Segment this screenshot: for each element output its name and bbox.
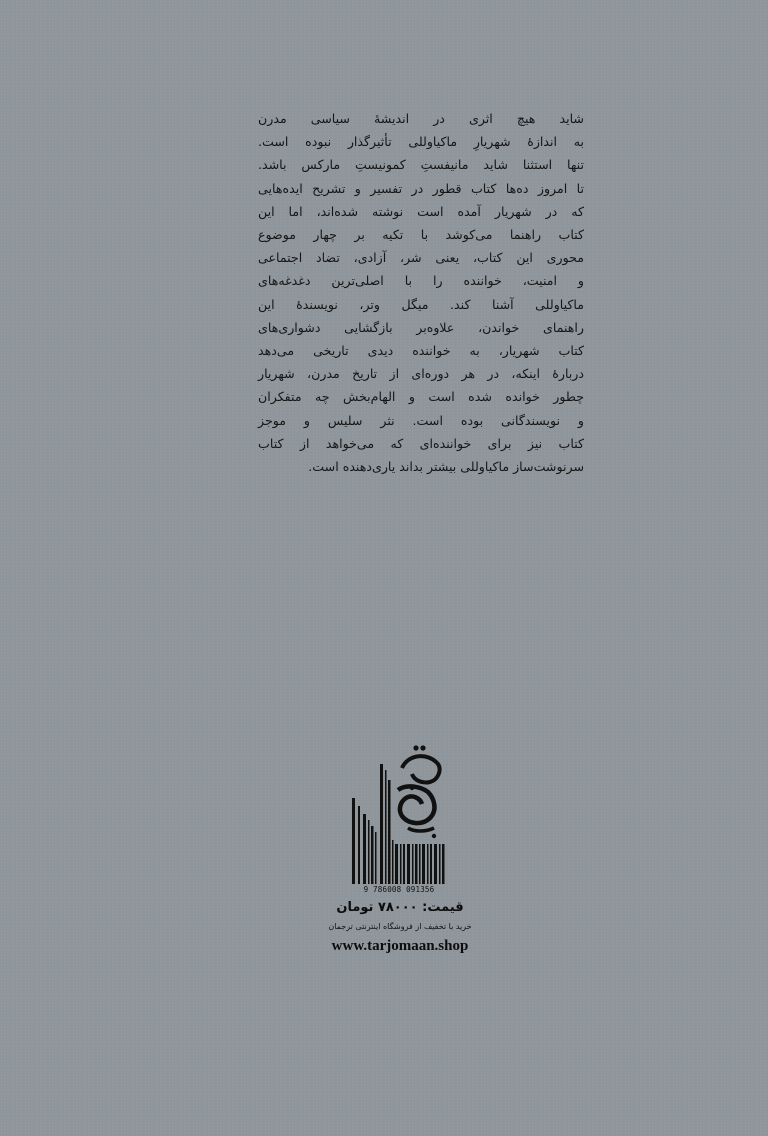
blurb-line: کتاب نیز برای خواننده‌ای که می‌خواهد از کتاب bbox=[258, 435, 584, 451]
blurb-line: شاید هیچ اثری در اندیشهٔ سیاسی مدرن bbox=[258, 111, 584, 126]
blurb-line: و نویسندگانی بوده است. نثر سلیس و موجز bbox=[258, 412, 584, 428]
blurb-line: کتاب شهریار، به خواننده دیدی تاریخی می‌دهد bbox=[258, 343, 584, 359]
blurb-line: محوری این کتاب، یعنی شر، آزادی، تضاد اجتماعی bbox=[258, 250, 584, 266]
website-url[interactable]: www.tarjomaan.shop bbox=[331, 938, 469, 954]
blurb-line: سرنوشت‌ساز ماکیاوللی بیشتر بداند یاری‌دهنده است. bbox=[308, 459, 584, 475]
shop-note: خرید با تخفیف از فروشگاه اینترنتی ترجمان bbox=[328, 922, 472, 931]
blurb-line: و امنیت، خواننده را با اصلی‌ترین دغدغه‌های bbox=[258, 273, 584, 289]
blurb-line: دربارهٔ اینکه، در هر دوره‌ای از تاریخ مدرن، شهریار bbox=[258, 366, 584, 382]
isbn-digits: 9 786008 091356 bbox=[363, 885, 435, 894]
price-label: قیمت: ۷۸۰۰۰ تومان bbox=[336, 900, 464, 915]
publisher-logo-barcode bbox=[342, 740, 454, 900]
blurb-line: راهنمای خواندن، علاوه‌بر بازگشایی دشواری‌های bbox=[258, 319, 584, 335]
blurb-line: چطور خوانده شده است و الهام‌بخش چه متفکران bbox=[258, 389, 584, 405]
blurb-line: تا امروز ده‌ها کتاب قطور در تفسیر و تشریح ایده‌هایی bbox=[258, 180, 584, 196]
blurb-line: تنها استثنا شاید مانیفستِ کمونیستِ مارکس باشد. bbox=[258, 157, 584, 173]
back-cover-blurb bbox=[258, 107, 584, 478]
blurb-line: ماکیاوللی آشنا کند. میگل وتر، نویسندهٔ این bbox=[258, 296, 584, 312]
blurb-line: کتاب راهنما می‌کوشد با تکیه بر چهار موضوع bbox=[258, 227, 584, 243]
blurb-line: که در شهریار آمده است نوشته شده‌اند، اما این bbox=[258, 203, 584, 219]
blurb-line: به اندازهٔ شهریارِ ماکیاوللی تأثیرگذار نبوده است. bbox=[258, 134, 584, 150]
